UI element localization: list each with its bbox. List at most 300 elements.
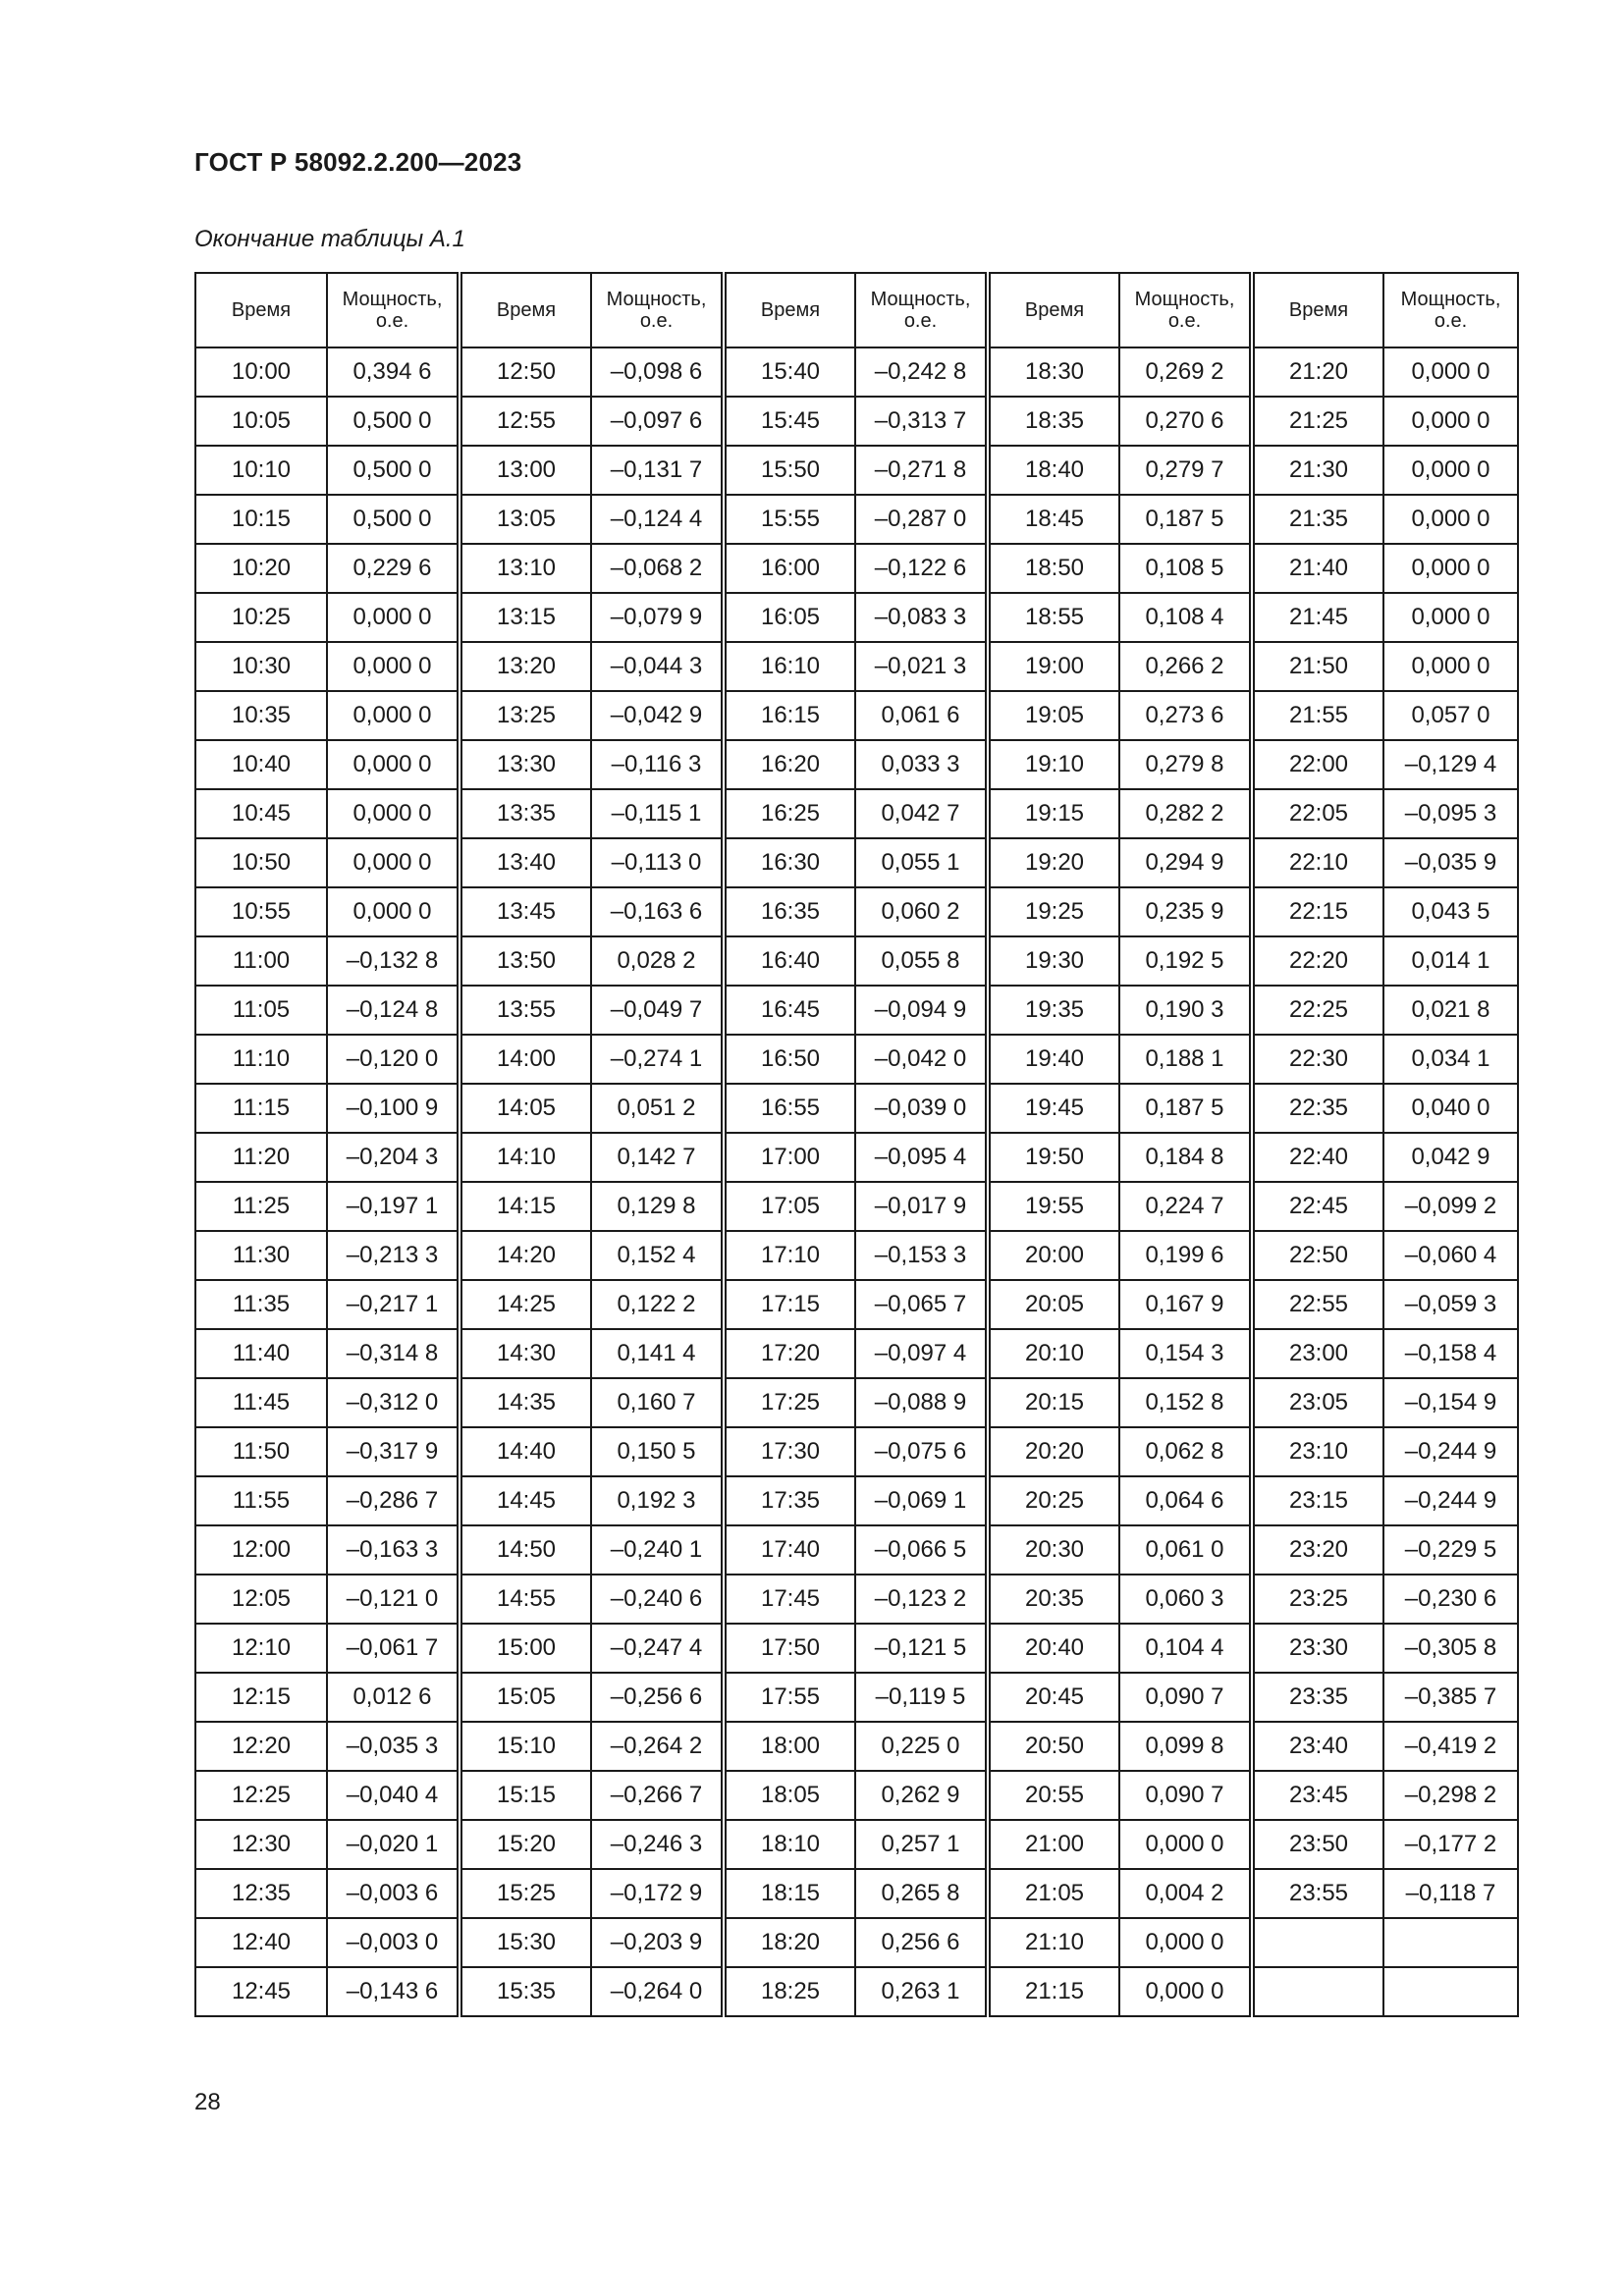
power-cell: –0,095 4 [855, 1133, 988, 1182]
time-cell: 13:45 [460, 887, 591, 936]
time-cell: 21:40 [1252, 544, 1383, 593]
power-cell: 0,199 6 [1119, 1231, 1252, 1280]
time-cell: 12:10 [195, 1624, 327, 1673]
time-cell: 22:40 [1252, 1133, 1383, 1182]
table-row [195, 1084, 1518, 1133]
time-cell: 23:40 [1252, 1722, 1383, 1771]
power-cell: 0,033 3 [855, 740, 988, 789]
power-cell: –0,042 0 [855, 1035, 988, 1084]
power-cell: –0,246 3 [591, 1820, 724, 1869]
power-cell: –0,204 3 [327, 1133, 460, 1182]
time-cell: 21:35 [1252, 495, 1383, 544]
time-cell: 11:35 [195, 1280, 327, 1329]
time-cell: 21:15 [988, 1967, 1119, 2016]
time-cell: 16:45 [724, 986, 855, 1035]
time-cell: 14:55 [460, 1575, 591, 1624]
time-cell: 18:35 [988, 397, 1119, 446]
time-cell: 12:40 [195, 1918, 327, 1967]
table-row [195, 347, 1518, 397]
time-cell: 13:40 [460, 838, 591, 887]
power-cell: 0,500 0 [327, 446, 460, 495]
power-cell: 0,000 0 [1383, 593, 1518, 642]
time-cell: 15:25 [460, 1869, 591, 1918]
time-cell: 21:10 [988, 1918, 1119, 1967]
time-cell: 16:15 [724, 691, 855, 740]
time-cell: 12:05 [195, 1575, 327, 1624]
time-cell: 10:25 [195, 593, 327, 642]
time-cell: 13:55 [460, 986, 591, 1035]
header-row [195, 273, 1518, 347]
power-cell: –0,163 3 [327, 1525, 460, 1575]
table-row [195, 1182, 1518, 1231]
power-cell: 0,061 6 [855, 691, 988, 740]
power-cell: –0,044 3 [591, 642, 724, 691]
power-cell: –0,244 9 [1383, 1427, 1518, 1476]
power-cell: –0,094 9 [855, 986, 988, 1035]
table-header [195, 273, 1518, 347]
time-cell: 16:05 [724, 593, 855, 642]
time-cell: 23:15 [1252, 1476, 1383, 1525]
power-cell: 0,269 2 [1119, 347, 1252, 397]
time-cell: 20:45 [988, 1673, 1119, 1722]
power-cell: –0,061 7 [327, 1624, 460, 1673]
table-row [195, 1967, 1518, 2016]
time-cell: 14:15 [460, 1182, 591, 1231]
power-cell: –0,121 0 [327, 1575, 460, 1624]
time-cell: 23:35 [1252, 1673, 1383, 1722]
time-cell: 11:45 [195, 1378, 327, 1427]
power-cell: 0,187 5 [1119, 495, 1252, 544]
time-cell: 20:50 [988, 1722, 1119, 1771]
power-cell: –0,240 1 [591, 1525, 724, 1575]
power-cell: –0,229 5 [1383, 1525, 1518, 1575]
time-cell: 15:40 [724, 347, 855, 397]
power-cell: –0,115 1 [591, 789, 724, 838]
power-cell: –0,097 6 [591, 397, 724, 446]
time-cell: 13:15 [460, 593, 591, 642]
power-cell: –0,065 7 [855, 1280, 988, 1329]
time-cell: 10:35 [195, 691, 327, 740]
power-cell: –0,312 0 [327, 1378, 460, 1427]
power-cell: –0,266 7 [591, 1771, 724, 1820]
time-cell: 21:45 [1252, 593, 1383, 642]
power-cell: –0,118 7 [1383, 1869, 1518, 1918]
column-header-time: Время [1252, 273, 1383, 347]
power-cell: –0,203 9 [591, 1918, 724, 1967]
time-cell: 18:50 [988, 544, 1119, 593]
table-row [195, 1575, 1518, 1624]
column-header-power: Мощность, о.е. [1119, 273, 1252, 347]
power-cell: 0,061 0 [1119, 1525, 1252, 1575]
time-cell: 16:10 [724, 642, 855, 691]
time-cell: 19:05 [988, 691, 1119, 740]
power-cell: –0,242 8 [855, 347, 988, 397]
power-cell: 0,000 0 [327, 740, 460, 789]
time-cell: 23:00 [1252, 1329, 1383, 1378]
time-cell: 17:40 [724, 1525, 855, 1575]
power-cell: –0,264 0 [591, 1967, 724, 2016]
power-cell: –0,153 3 [855, 1231, 988, 1280]
time-cell: 18:15 [724, 1869, 855, 1918]
time-cell: 16:55 [724, 1084, 855, 1133]
time-cell: 15:20 [460, 1820, 591, 1869]
power-cell: 0,188 1 [1119, 1035, 1252, 1084]
power-cell: 0,282 2 [1119, 789, 1252, 838]
time-cell: 21:00 [988, 1820, 1119, 1869]
time-cell: 19:55 [988, 1182, 1119, 1231]
time-cell: 10:20 [195, 544, 327, 593]
power-cell: 0,099 8 [1119, 1722, 1252, 1771]
table-row [195, 1231, 1518, 1280]
table-row [195, 593, 1518, 642]
time-cell: 20:05 [988, 1280, 1119, 1329]
table-row [195, 1820, 1518, 1869]
power-cell: 0,034 1 [1383, 1035, 1518, 1084]
table-row [195, 1378, 1518, 1427]
time-cell [1252, 1918, 1383, 1967]
power-cell: 0,000 0 [1383, 642, 1518, 691]
power-cell: 0,192 5 [1119, 936, 1252, 986]
time-cell: 17:55 [724, 1673, 855, 1722]
power-cell: 0,064 6 [1119, 1476, 1252, 1525]
power-cell: –0,099 2 [1383, 1182, 1518, 1231]
time-cell: 17:30 [724, 1427, 855, 1476]
power-cell: –0,286 7 [327, 1476, 460, 1525]
time-cell: 19:30 [988, 936, 1119, 986]
power-cell: –0,116 3 [591, 740, 724, 789]
time-cell: 13:20 [460, 642, 591, 691]
time-cell: 14:45 [460, 1476, 591, 1525]
power-cell: –0,097 4 [855, 1329, 988, 1378]
power-cell: 0,192 3 [591, 1476, 724, 1525]
time-cell: 21:50 [1252, 642, 1383, 691]
time-cell: 22:10 [1252, 838, 1383, 887]
power-cell: –0,247 4 [591, 1624, 724, 1673]
table-row [195, 1869, 1518, 1918]
power-cell: –0,271 8 [855, 446, 988, 495]
power-cell: –0,163 6 [591, 887, 724, 936]
time-cell: 18:45 [988, 495, 1119, 544]
time-cell: 23:10 [1252, 1427, 1383, 1476]
power-cell: 0,000 0 [327, 642, 460, 691]
time-cell: 22:55 [1252, 1280, 1383, 1329]
power-cell: 0,167 9 [1119, 1280, 1252, 1329]
time-cell: 22:50 [1252, 1231, 1383, 1280]
time-cell: 11:20 [195, 1133, 327, 1182]
time-cell: 17:00 [724, 1133, 855, 1182]
power-cell: 0,000 0 [327, 691, 460, 740]
time-cell: 17:50 [724, 1624, 855, 1673]
power-cell: –0,003 6 [327, 1869, 460, 1918]
time-cell: 22:15 [1252, 887, 1383, 936]
table-row [195, 936, 1518, 986]
power-cell: 0,266 2 [1119, 642, 1252, 691]
column-header-power: Мощность, о.е. [591, 273, 724, 347]
time-cell: 11:10 [195, 1035, 327, 1084]
time-cell: 14:10 [460, 1133, 591, 1182]
power-cell: 0,055 1 [855, 838, 988, 887]
power-cell: –0,098 6 [591, 347, 724, 397]
time-cell: 14:00 [460, 1035, 591, 1084]
time-cell: 23:55 [1252, 1869, 1383, 1918]
power-cell: 0,273 6 [1119, 691, 1252, 740]
power-cell: –0,079 9 [591, 593, 724, 642]
time-cell: 17:25 [724, 1378, 855, 1427]
time-cell: 11:05 [195, 986, 327, 1035]
power-cell: –0,213 3 [327, 1231, 460, 1280]
column-header-time: Время [460, 273, 591, 347]
time-cell: 20:00 [988, 1231, 1119, 1280]
time-cell: 14:40 [460, 1427, 591, 1476]
power-cell: 0,257 1 [855, 1820, 988, 1869]
power-cell: –0,264 2 [591, 1722, 724, 1771]
time-cell: 18:25 [724, 1967, 855, 2016]
time-cell: 16:00 [724, 544, 855, 593]
power-cell: 0,000 0 [1383, 446, 1518, 495]
power-cell: –0,035 9 [1383, 838, 1518, 887]
time-cell: 19:15 [988, 789, 1119, 838]
table-row [195, 1771, 1518, 1820]
power-cell: –0,177 2 [1383, 1820, 1518, 1869]
power-cell: 0,000 0 [1383, 495, 1518, 544]
time-cell: 12:30 [195, 1820, 327, 1869]
table-row [195, 495, 1518, 544]
time-cell: 23:30 [1252, 1624, 1383, 1673]
time-cell: 15:55 [724, 495, 855, 544]
time-cell: 19:45 [988, 1084, 1119, 1133]
time-cell: 16:25 [724, 789, 855, 838]
time-cell: 10:10 [195, 446, 327, 495]
time-cell: 21:25 [1252, 397, 1383, 446]
power-cell: 0,265 8 [855, 1869, 988, 1918]
power-cell: –0,039 0 [855, 1084, 988, 1133]
power-cell: 0,090 7 [1119, 1771, 1252, 1820]
power-cell: –0,040 4 [327, 1771, 460, 1820]
power-cell: 0,150 5 [591, 1427, 724, 1476]
document-header: ГОСТ Р 58092.2.200—2023 [194, 147, 522, 177]
time-cell: 18:05 [724, 1771, 855, 1820]
time-cell [1252, 1967, 1383, 2016]
time-cell: 12:00 [195, 1525, 327, 1575]
power-cell: 0,394 6 [327, 347, 460, 397]
power-cell: –0,122 6 [855, 544, 988, 593]
time-cell: 19:50 [988, 1133, 1119, 1182]
time-cell: 13:05 [460, 495, 591, 544]
power-cell: 0,000 0 [1383, 544, 1518, 593]
table-row [195, 642, 1518, 691]
time-cell: 14:25 [460, 1280, 591, 1329]
power-cell: 0,062 8 [1119, 1427, 1252, 1476]
table-row [195, 1673, 1518, 1722]
power-cell: –0,158 4 [1383, 1329, 1518, 1378]
power-cell: 0,500 0 [327, 495, 460, 544]
power-cell: –0,120 0 [327, 1035, 460, 1084]
power-cell: 0,004 2 [1119, 1869, 1252, 1918]
time-cell: 12:55 [460, 397, 591, 446]
time-cell: 20:25 [988, 1476, 1119, 1525]
time-cell: 20:35 [988, 1575, 1119, 1624]
power-cell: –0,042 9 [591, 691, 724, 740]
table-caption: Окончание таблицы А.1 [194, 226, 465, 252]
time-cell: 11:00 [195, 936, 327, 986]
table-row [195, 1918, 1518, 1967]
time-cell: 19:10 [988, 740, 1119, 789]
time-cell: 18:30 [988, 347, 1119, 397]
time-cell: 11:50 [195, 1427, 327, 1476]
power-cell: 0,294 9 [1119, 838, 1252, 887]
table-row [195, 1525, 1518, 1575]
power-cell: 0,028 2 [591, 936, 724, 986]
power-cell: 0,225 0 [855, 1722, 988, 1771]
time-cell: 14:30 [460, 1329, 591, 1378]
power-cell: 0,104 4 [1119, 1624, 1252, 1673]
column-header-power: Мощность, о.е. [1383, 273, 1518, 347]
table-row [195, 838, 1518, 887]
time-cell: 22:20 [1252, 936, 1383, 986]
power-cell: 0,000 0 [1119, 1967, 1252, 2016]
column-header-time: Время [195, 273, 327, 347]
power-cell: –0,100 9 [327, 1084, 460, 1133]
power-cell: 0,122 2 [591, 1280, 724, 1329]
column-header-time: Время [724, 273, 855, 347]
time-cell: 18:10 [724, 1820, 855, 1869]
table-row [195, 1133, 1518, 1182]
time-cell: 16:35 [724, 887, 855, 936]
power-cell: 0,090 7 [1119, 1673, 1252, 1722]
table-row [195, 446, 1518, 495]
power-cell: –0,129 4 [1383, 740, 1518, 789]
power-cell: 0,108 5 [1119, 544, 1252, 593]
time-cell: 22:00 [1252, 740, 1383, 789]
table-row [195, 544, 1518, 593]
power-cell: –0,088 9 [855, 1378, 988, 1427]
power-cell: –0,385 7 [1383, 1673, 1518, 1722]
time-cell: 10:05 [195, 397, 327, 446]
time-cell: 20:15 [988, 1378, 1119, 1427]
power-cell: –0,256 6 [591, 1673, 724, 1722]
time-cell: 22:05 [1252, 789, 1383, 838]
time-cell: 10:00 [195, 347, 327, 397]
time-cell: 13:10 [460, 544, 591, 593]
time-cell: 16:40 [724, 936, 855, 986]
power-cell: 0,142 7 [591, 1133, 724, 1182]
table-row [195, 740, 1518, 789]
time-cell: 10:40 [195, 740, 327, 789]
power-cell: 0,055 8 [855, 936, 988, 986]
time-cell: 22:35 [1252, 1084, 1383, 1133]
power-cell: 0,000 0 [1119, 1918, 1252, 1967]
power-cell: 0,000 0 [327, 593, 460, 642]
time-cell: 15:45 [724, 397, 855, 446]
time-cell: 11:30 [195, 1231, 327, 1280]
time-cell: 19:40 [988, 1035, 1119, 1084]
power-cell: –0,069 1 [855, 1476, 988, 1525]
power-cell: –0,287 0 [855, 495, 988, 544]
time-cell: 10:45 [195, 789, 327, 838]
power-cell: –0,003 0 [327, 1918, 460, 1967]
power-cell: –0,124 8 [327, 986, 460, 1035]
time-cell: 12:45 [195, 1967, 327, 2016]
power-cell: –0,017 9 [855, 1182, 988, 1231]
power-cell: –0,049 7 [591, 986, 724, 1035]
power-cell: –0,240 6 [591, 1575, 724, 1624]
power-cell: 0,057 0 [1383, 691, 1518, 740]
power-cell: –0,131 7 [591, 446, 724, 495]
time-cell: 21:30 [1252, 446, 1383, 495]
time-cell: 13:30 [460, 740, 591, 789]
power-cell: –0,217 1 [327, 1280, 460, 1329]
power-table [194, 272, 1519, 2017]
time-cell: 10:55 [195, 887, 327, 936]
time-cell: 20:40 [988, 1624, 1119, 1673]
power-cell: –0,305 8 [1383, 1624, 1518, 1673]
power-cell: –0,021 3 [855, 642, 988, 691]
column-header-power: Мощность, о.е. [327, 273, 460, 347]
time-cell: 20:30 [988, 1525, 1119, 1575]
table-row [195, 1280, 1518, 1329]
power-cell: –0,066 5 [855, 1525, 988, 1575]
table-row [195, 397, 1518, 446]
power-cell: –0,197 1 [327, 1182, 460, 1231]
time-cell: 10:30 [195, 642, 327, 691]
time-cell: 17:20 [724, 1329, 855, 1378]
power-cell: –0,119 5 [855, 1673, 988, 1722]
power-cell: 0,000 0 [1383, 347, 1518, 397]
time-cell: 18:20 [724, 1918, 855, 1967]
power-cell: –0,298 2 [1383, 1771, 1518, 1820]
power-cell: 0,043 5 [1383, 887, 1518, 936]
power-cell: 0,270 6 [1119, 397, 1252, 446]
time-cell: 21:55 [1252, 691, 1383, 740]
power-cell: –0,313 7 [855, 397, 988, 446]
table-row [195, 1035, 1518, 1084]
time-cell: 15:05 [460, 1673, 591, 1722]
table-body [195, 347, 1518, 2016]
power-cell: –0,059 3 [1383, 1280, 1518, 1329]
power-cell: 0,152 8 [1119, 1378, 1252, 1427]
power-cell: –0,113 0 [591, 838, 724, 887]
power-cell: 0,235 9 [1119, 887, 1252, 936]
time-cell: 22:30 [1252, 1035, 1383, 1084]
time-cell: 14:35 [460, 1378, 591, 1427]
column-header-power: Мощность, о.е. [855, 273, 988, 347]
table-row [195, 1329, 1518, 1378]
power-cell: 0,000 0 [1383, 397, 1518, 446]
time-cell: 18:55 [988, 593, 1119, 642]
time-cell: 12:20 [195, 1722, 327, 1771]
power-cell: 0,014 1 [1383, 936, 1518, 986]
time-cell: 11:40 [195, 1329, 327, 1378]
power-cell: 0,040 0 [1383, 1084, 1518, 1133]
power-cell: 0,042 7 [855, 789, 988, 838]
power-cell: 0,021 8 [1383, 986, 1518, 1035]
power-cell: 0,256 6 [855, 1918, 988, 1967]
power-cell: 0,224 7 [1119, 1182, 1252, 1231]
time-cell: 23:25 [1252, 1575, 1383, 1624]
time-cell: 13:50 [460, 936, 591, 986]
page-number: 28 [194, 2089, 221, 2115]
power-cell: 0,060 2 [855, 887, 988, 936]
power-cell: –0,419 2 [1383, 1722, 1518, 1771]
power-cell: 0,051 2 [591, 1084, 724, 1133]
time-cell: 23:20 [1252, 1525, 1383, 1575]
time-cell: 21:05 [988, 1869, 1119, 1918]
time-cell: 17:05 [724, 1182, 855, 1231]
power-cell: 0,500 0 [327, 397, 460, 446]
power-cell: 0,152 4 [591, 1231, 724, 1280]
time-cell: 13:35 [460, 789, 591, 838]
time-cell: 15:10 [460, 1722, 591, 1771]
